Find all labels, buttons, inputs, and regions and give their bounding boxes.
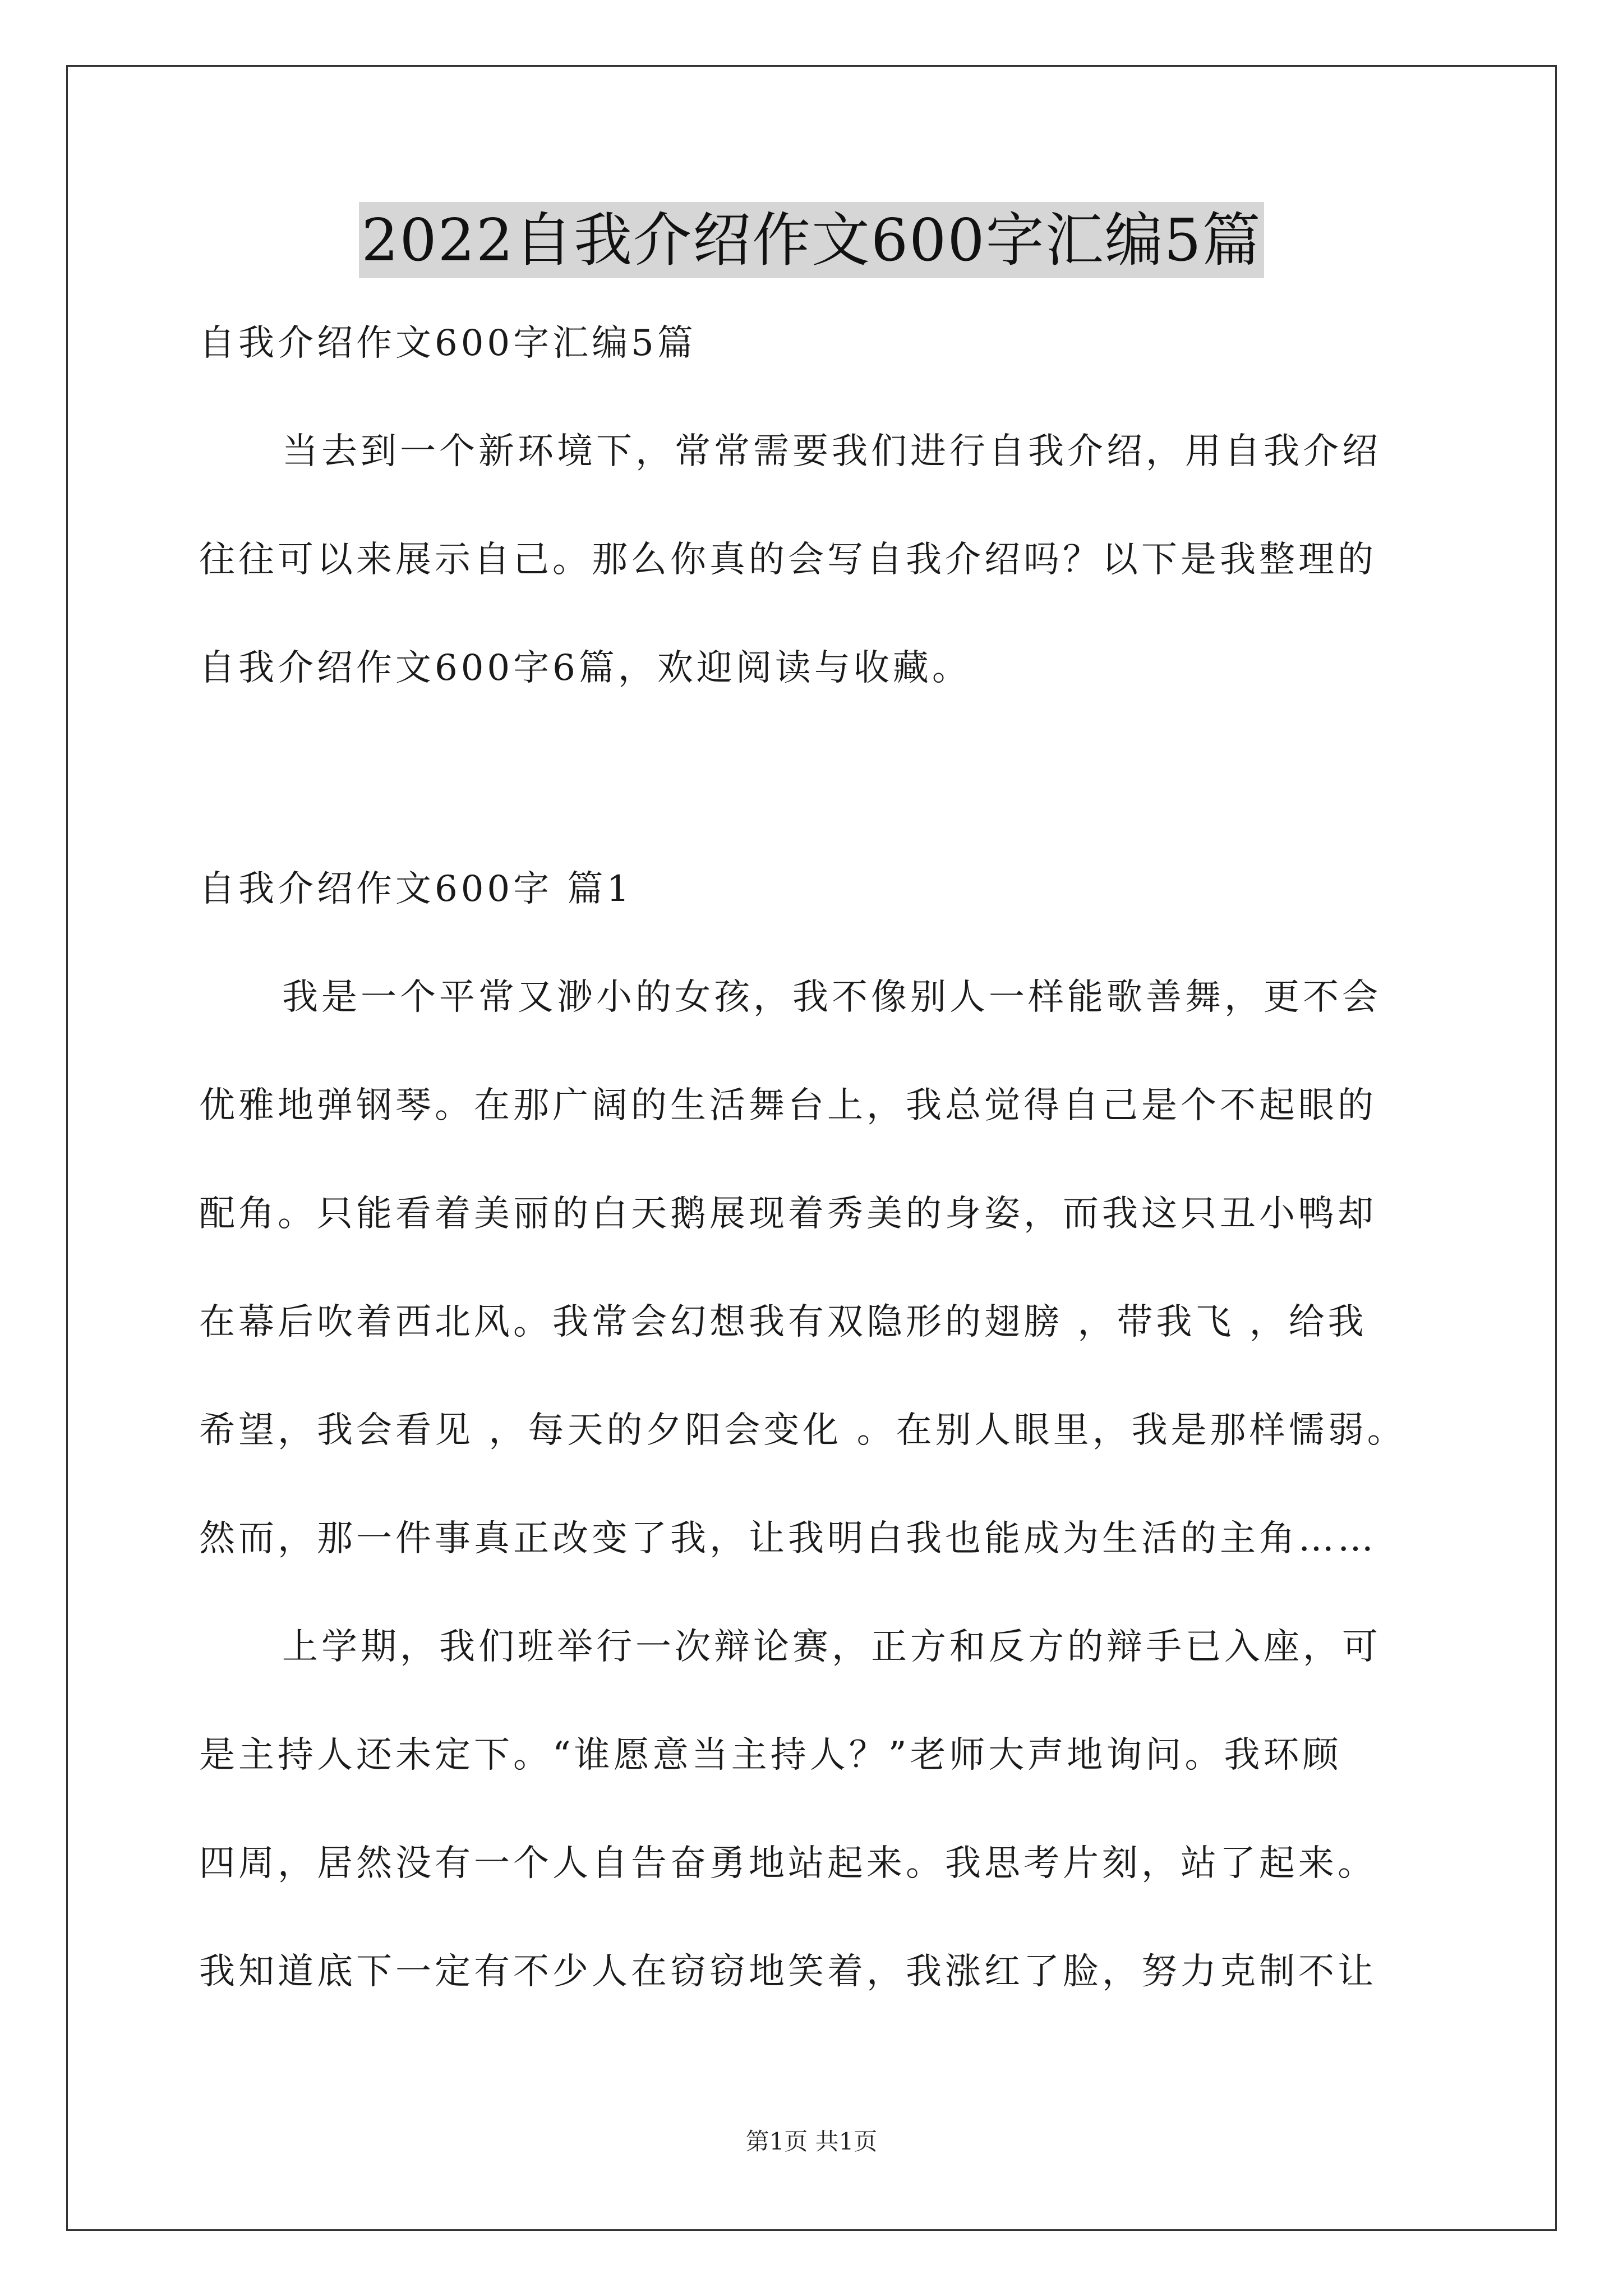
- paragraph-line: 我知道底下一定有不少人在窃窃地笑着，我涨红了脸，努力克制不让: [199, 1951, 1377, 1993]
- document-title: 2022自我介绍作文600字汇编5篇: [359, 202, 1264, 278]
- section-heading: 自我介绍作文600字 篇1: [199, 868, 633, 910]
- paragraph-line: 希望，我会看见 ，每天的夕阳会变化 。在别人眼里，我是那样懦弱。: [199, 1410, 1407, 1451]
- paragraph-line: 往往可以来展示自己。那么你真的会写自我介绍吗？以下是我整理的: [199, 539, 1377, 581]
- paragraph-line: 我是一个平常又渺小的女孩，我不像别人一样能歌善舞，更不会: [282, 977, 1381, 1018]
- paragraph-line: 然而，那一件事真正改变了我，让我明白我也能成为生活的主角……: [199, 1518, 1377, 1559]
- paragraph-line: 四周，居然没有一个人自告奋勇地站起来。我思考片刻，站了起来。: [199, 1843, 1377, 1884]
- page-border: [66, 65, 1557, 2231]
- subtitle-line: 自我介绍作文600字汇编5篇: [199, 323, 697, 364]
- paragraph-line: 优雅地弹钢琴。在那广阔的生活舞台上，我总觉得自己是个不起眼的: [199, 1085, 1377, 1126]
- paragraph-line: 自我介绍作文600字6篇，欢迎阅读与收藏。: [199, 647, 971, 689]
- page-number: 第1页 共1页: [745, 2128, 878, 2155]
- page-footer: [0, 2126, 1623, 2157]
- paragraph-line: 在幕后吹着西北风。我常会幻想我有双隐形的翅膀 ，带我飞 ，给我: [199, 1301, 1367, 1343]
- paragraph-line: 是主持人还未定下。“谁愿意当主持人？”老师大声地询问。我环顾: [199, 1734, 1342, 1776]
- paragraph-line: 配角。只能看着美丽的白天鹅展现着秀美的身姿，而我这只丑小鸭却: [199, 1193, 1377, 1235]
- paragraph-line: 上学期，我们班举行一次辩论赛，正方和反方的辩手已入座，可: [282, 1626, 1381, 1668]
- title-container: [0, 202, 1623, 278]
- paragraph-line: 当去到一个新环境下，常常需要我们进行自我介绍，用自我介绍: [282, 431, 1381, 472]
